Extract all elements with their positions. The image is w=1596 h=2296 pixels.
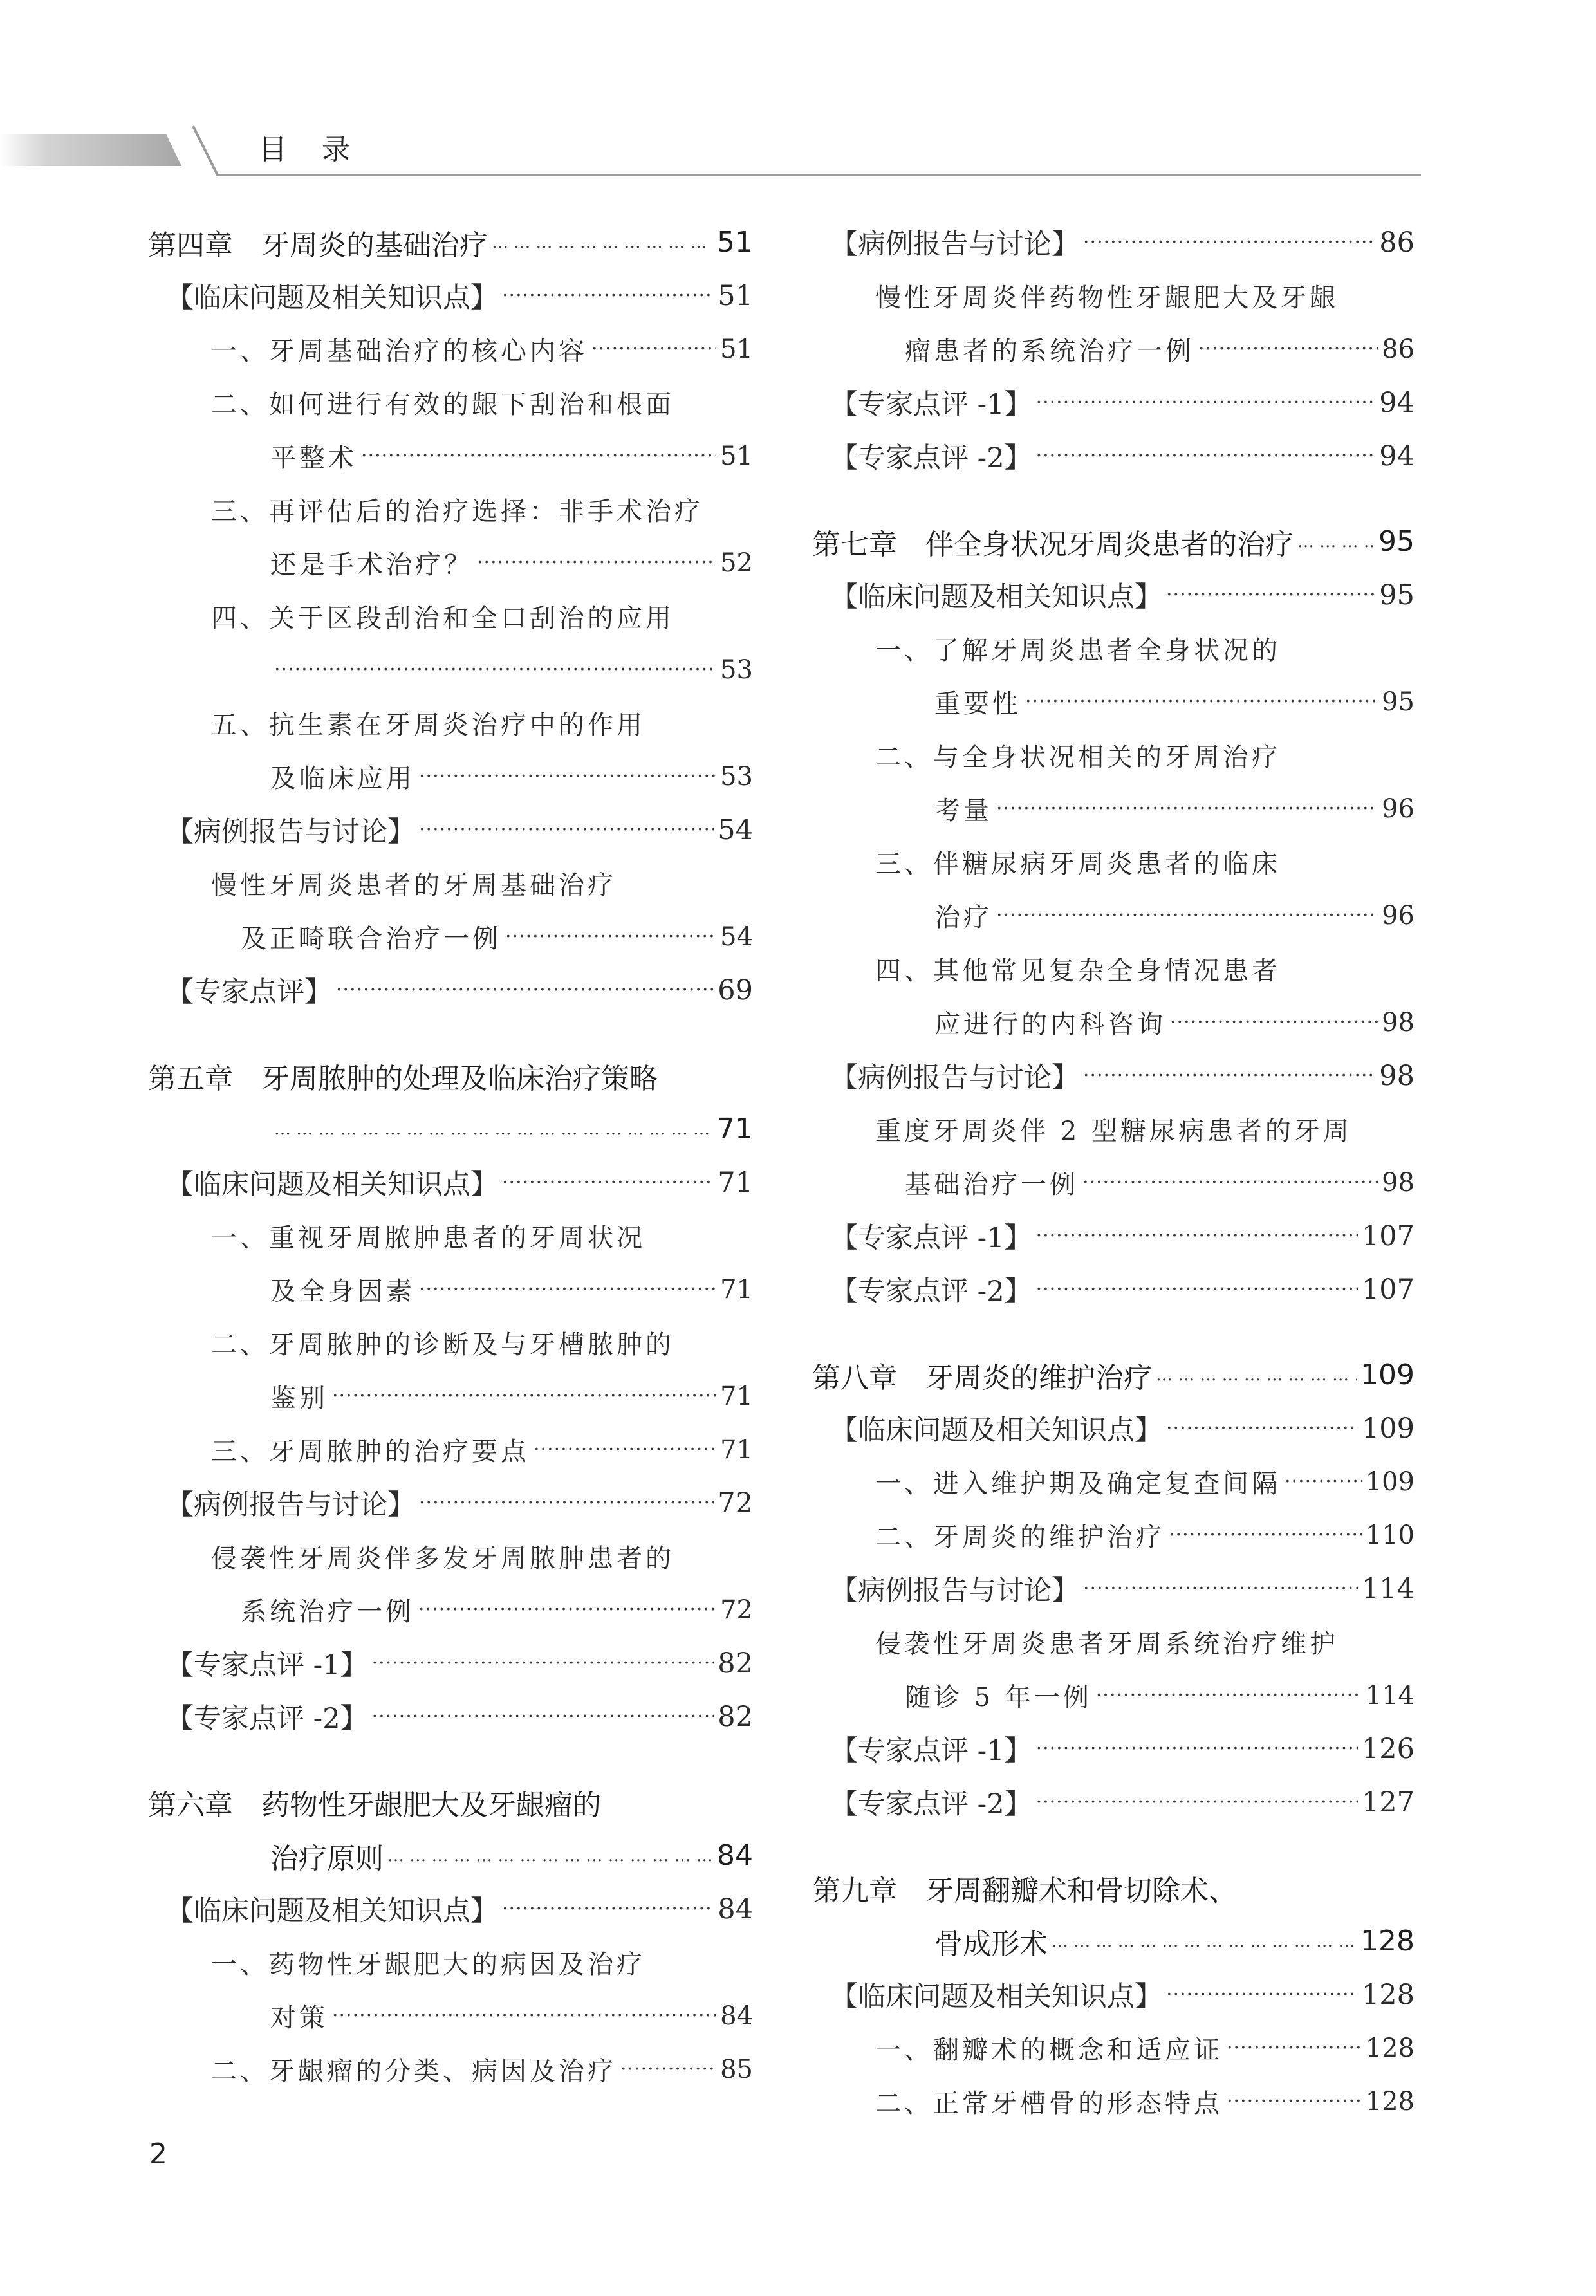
toc-entry-title: 【专家点评 -1】 <box>830 1735 1032 1767</box>
toc-case-cont[interactable] <box>812 322 1415 376</box>
toc-chapter[interactable] <box>812 515 1415 568</box>
toc-entry-title: 三、伴糖尿病牙周炎患者的临床 <box>875 849 1281 879</box>
toc-entry-title: 【专家点评 -1】 <box>830 389 1032 421</box>
toc-page-number: 109 <box>1361 1412 1415 1445</box>
toc-subsection[interactable] <box>812 2075 1415 2128</box>
toc-entry-title: 及全身因素 <box>270 1277 415 1306</box>
toc-entry-title: 及正畸联合治疗一例 <box>241 924 501 954</box>
toc-section[interactable] <box>148 269 753 322</box>
toc-page-number: 128 <box>1365 2086 1415 2116</box>
toc-entry-title: 二、牙龈瘤的分类、病因及治疗 <box>211 2057 617 2086</box>
toc-chapter[interactable] <box>812 1914 1415 1968</box>
toc-page-number: 107 <box>1361 1219 1415 1252</box>
leader-dots <box>620 2057 716 2082</box>
toc-entry-title: 五、抗生素在牙周炎治疗中的作用 <box>211 710 645 740</box>
toc-entry-title: 四、关于区段刮治和全口刮治的应用 <box>211 604 674 633</box>
toc-entry-title: 二、牙周炎的维护治疗 <box>875 1523 1165 1552</box>
toc-section[interactable] <box>148 963 753 1017</box>
toc-section[interactable] <box>812 1263 1415 1316</box>
toc-entry-title: 一、牙周基础治疗的核心内容 <box>211 337 588 366</box>
toc-case[interactable] <box>148 1530 753 1583</box>
toc-entry-title: 三、牙周脓肿的治疗要点 <box>211 1437 530 1467</box>
toc-entry-title: 瘤患者的系统治疗一例 <box>905 337 1194 366</box>
toc-page-number: 84 <box>718 1893 753 1925</box>
toc-page-number: 53 <box>720 654 753 685</box>
leader-dots <box>1156 1362 1357 1388</box>
toc-subsection-cont[interactable] <box>812 889 1415 942</box>
leader-dots <box>419 1277 716 1302</box>
leader-dots <box>332 1384 716 1409</box>
toc-case[interactable] <box>812 1615 1415 1669</box>
toc-case-cont[interactable] <box>812 1156 1415 1209</box>
toc-entry-title: 及临床应用 <box>270 764 415 793</box>
leader-dots <box>274 657 716 683</box>
leader-dots <box>1297 529 1375 555</box>
toc-page-number: 114 <box>1365 1680 1415 1710</box>
toc-case[interactable] <box>148 856 753 910</box>
toc-entry-title: 还是手术治疗？ <box>270 550 473 580</box>
toc-page-number: 127 <box>1361 1786 1415 1819</box>
toc-section[interactable] <box>812 1209 1415 1263</box>
toc-entry-title: 应进行的内科咨询 <box>934 1010 1166 1039</box>
toc-page-number: 82 <box>718 1647 753 1680</box>
leader-dots <box>477 550 716 576</box>
toc-entry-title: 重要性 <box>934 689 1021 719</box>
toc-subsection[interactable] <box>148 376 753 429</box>
toc-page-number: 128 <box>1365 2033 1415 2063</box>
toc-case-cont[interactable] <box>148 1583 753 1636</box>
toc-entry-title: 【病例报告与讨论】 <box>830 1575 1079 1607</box>
toc-page-number: 98 <box>1382 1007 1415 1037</box>
toc-entry-title: 一、了解牙周炎患者全身状况的 <box>875 636 1281 665</box>
toc-chapter[interactable] <box>148 1829 753 1882</box>
toc-page-number: 94 <box>1379 440 1415 472</box>
toc-left-column <box>148 216 753 2096</box>
toc-case[interactable] <box>812 269 1415 322</box>
toc-subsection[interactable] <box>812 622 1415 675</box>
toc-case[interactable] <box>812 1102 1415 1156</box>
toc-subsection-cont[interactable] <box>148 1369 753 1423</box>
leader-dots <box>1170 1010 1378 1035</box>
toc-page-number: 54 <box>718 813 753 846</box>
toc-section[interactable] <box>812 1722 1415 1775</box>
toc-page-number: 86 <box>1379 226 1415 259</box>
toc-page-number: 82 <box>718 1700 753 1733</box>
toc-entry-title: 治疗原则 <box>270 1842 384 1875</box>
leader-dots <box>419 1490 714 1516</box>
leader-dots <box>1036 1277 1358 1302</box>
leader-dots <box>1083 1063 1375 1089</box>
leader-dots <box>502 1896 714 1922</box>
toc-page-number: 95 <box>1379 579 1415 611</box>
leader-dots <box>419 764 716 790</box>
toc-subsection-cont[interactable] <box>812 675 1415 728</box>
toc-subsection[interactable] <box>148 322 753 376</box>
toc-page-number: 98 <box>1379 1059 1415 1092</box>
toc-chapter[interactable] <box>148 216 753 269</box>
toc-section[interactable] <box>148 1476 753 1530</box>
leader-dots <box>1096 1683 1362 1708</box>
toc-entry-title: 平整术 <box>270 443 357 473</box>
toc-case-cont[interactable] <box>812 1669 1415 1722</box>
leader-dots <box>996 903 1378 929</box>
toc-entry-title: 第八章 牙周炎的维护治疗 <box>812 1361 1152 1394</box>
toc-entry-title: 一、进入维护期及确定复查间隔 <box>875 1469 1281 1499</box>
toc-subsection[interactable] <box>812 1508 1415 1562</box>
leader-dots <box>1166 1416 1358 1441</box>
leader-dots <box>1036 1223 1358 1249</box>
toc-page-number: 51 <box>720 441 753 471</box>
toc-entry-title: 二、牙周脓肿的诊断及与牙槽脓肿的 <box>211 1330 674 1360</box>
leader-dots <box>1036 1736 1358 1762</box>
toc-entry-title: 一、重视牙周脓肿患者的牙周状况 <box>211 1223 645 1253</box>
leader-dots <box>372 1651 714 1676</box>
toc-section[interactable] <box>812 568 1415 622</box>
leader-dots <box>1083 230 1375 255</box>
toc-entry-title: 慢性牙周炎患者的牙周基础治疗 <box>211 871 617 900</box>
toc-subsection[interactable] <box>148 1316 753 1369</box>
toc-subsection[interactable] <box>148 2042 753 2096</box>
leader-dots <box>492 230 713 255</box>
leader-dots <box>274 1116 713 1142</box>
toc-entry-title: 【病例报告与讨论】 <box>166 1489 415 1521</box>
leader-dots <box>502 1170 714 1196</box>
toc-subsection[interactable] <box>812 2021 1415 2075</box>
leader-dots <box>372 1704 714 1730</box>
toc-entry-title: 【病例报告与讨论】 <box>830 1062 1079 1094</box>
toc-chapter[interactable] <box>148 1049 753 1102</box>
toc-page-number: 51 <box>717 226 753 259</box>
toc-entry-title: 治疗 <box>934 903 992 932</box>
toc-section[interactable] <box>812 216 1415 269</box>
toc-page-number: 86 <box>1382 334 1415 364</box>
toc-page-number: 96 <box>1382 793 1415 824</box>
toc-page-number: 54 <box>720 921 753 952</box>
leader-dots <box>1036 443 1376 469</box>
toc-section[interactable] <box>812 1562 1415 1615</box>
leader-dots <box>1227 2089 1362 2115</box>
toc-page-number: 95 <box>1378 525 1415 558</box>
leader-dots <box>332 2003 716 2029</box>
toc-chapter[interactable] <box>148 1775 753 1829</box>
toc-page-number: 71 <box>720 1381 753 1411</box>
toc-subsection-cont[interactable] <box>148 1989 753 2042</box>
toc-subsection-cont[interactable] <box>148 429 753 483</box>
toc-page-number: 128 <box>1360 1925 1415 1958</box>
leader-dots <box>418 1597 716 1623</box>
toc-subsection-cont[interactable] <box>148 1263 753 1316</box>
leader-dots <box>1285 1469 1362 1495</box>
leader-dots <box>502 283 714 309</box>
toc-entry-title: 第五章 牙周脓肿的处理及临床治疗策略 <box>148 1062 658 1095</box>
toc-section[interactable] <box>812 1402 1415 1455</box>
toc-page-number: 85 <box>720 2054 753 2084</box>
toc-entry-title: 侵袭性牙周炎患者牙周系统治疗维护 <box>875 1629 1339 1659</box>
toc-page-number: 128 <box>1361 1978 1415 2011</box>
toc-chapter[interactable] <box>812 1861 1415 1914</box>
toc-page-number: 71 <box>717 1113 753 1145</box>
toc-entry-title: 三、再评估后的治疗选择：非手术治疗 <box>211 497 703 526</box>
toc-subsection[interactable] <box>148 696 753 750</box>
toc-entry-title: 骨成形术 <box>934 1927 1048 1961</box>
toc-subsection[interactable] <box>812 942 1415 995</box>
toc-entry-title: 对策 <box>270 2003 328 2033</box>
toc-entry-title: 【病例报告与讨论】 <box>166 816 415 848</box>
leader-dots <box>1227 2035 1362 2061</box>
toc-entry-title: 侵袭性牙周炎伴多发牙周脓肿患者的 <box>211 1544 674 1573</box>
toc-page-number: 109 <box>1360 1358 1415 1391</box>
toc-entry-title: 考量 <box>934 796 992 826</box>
toc-entry-title: 【专家点评 -2】 <box>166 1703 368 1735</box>
toc-page-number: 51 <box>720 334 753 364</box>
toc-page-number: 71 <box>718 1166 753 1199</box>
toc-entry-title: 【临床问题及相关知识点】 <box>830 1414 1162 1447</box>
toc-page-number: 71 <box>720 1434 753 1465</box>
leader-dots <box>1036 390 1376 416</box>
leader-dots <box>419 817 714 843</box>
leader-dots <box>387 1843 713 1869</box>
toc-entry-title: 二、与全身状况相关的牙周治疗 <box>875 743 1281 772</box>
toc-subsection[interactable] <box>148 1423 753 1476</box>
toc-entry-title: 二、如何进行有效的龈下刮治和根面 <box>211 390 674 420</box>
toc-subsection-cont[interactable] <box>812 782 1415 835</box>
toc-subsection[interactable] <box>148 589 753 643</box>
toc-page-number: 126 <box>1361 1732 1415 1765</box>
toc-page-number: 72 <box>718 1486 753 1519</box>
toc-entry-title: 【临床问题及相关知识点】 <box>166 282 498 314</box>
page-header <box>0 0 1596 193</box>
page-title: 目 录 <box>259 133 363 166</box>
toc-entry-title: 【临床问题及相关知识点】 <box>166 1895 498 1927</box>
toc-subsection[interactable] <box>148 483 753 536</box>
page-number: 2 <box>149 2138 167 2171</box>
toc-entry-title: 【专家点评 -2】 <box>830 442 1032 474</box>
toc-entry-title: 第六章 药物性牙龈肥大及牙龈瘤的 <box>148 1788 601 1822</box>
leader-dots <box>996 796 1378 822</box>
toc-entry-title: 二、正常牙槽骨的形态特点 <box>875 2089 1223 2118</box>
leader-dots <box>1025 689 1378 715</box>
toc-subsection-cont[interactable] <box>148 643 753 696</box>
toc-page-number: 109 <box>1365 1467 1415 1497</box>
leader-dots <box>1169 1523 1362 1548</box>
toc-section[interactable] <box>812 1049 1415 1102</box>
leader-dots <box>1082 1170 1378 1196</box>
toc-subsection-cont[interactable] <box>148 536 753 589</box>
leader-dots <box>1166 1982 1358 2008</box>
toc-entry-title: 【临床问题及相关知识点】 <box>830 1981 1162 2013</box>
toc-entry-title: 鉴别 <box>270 1384 328 1413</box>
leader-dots <box>1036 1790 1358 1815</box>
toc-page-number: 96 <box>1382 900 1415 930</box>
leader-dots <box>591 337 716 362</box>
toc-subsection-cont[interactable] <box>148 750 753 803</box>
leader-dots <box>505 924 716 950</box>
toc-page-number: 94 <box>1379 386 1415 419</box>
toc-entry-title: 基础治疗一例 <box>905 1170 1079 1199</box>
toc-entry-title: 慢性牙周炎伴药物性牙龈肥大及牙龈 <box>875 283 1339 313</box>
toc-subsection[interactable] <box>148 1936 753 1989</box>
toc-section[interactable] <box>148 1690 753 1743</box>
toc-subsection[interactable] <box>148 1209 753 1263</box>
toc-entry-title: 系统治疗一例 <box>241 1597 414 1627</box>
toc-section[interactable] <box>812 376 1415 429</box>
toc-section[interactable] <box>148 1882 753 1936</box>
toc-entry-title: 【临床问题及相关知识点】 <box>166 1169 498 1201</box>
toc-entry-title: 【病例报告与讨论】 <box>830 228 1079 261</box>
toc-right-column <box>812 216 1415 2128</box>
toc-entry-title: 第四章 牙周炎的基础治疗 <box>148 228 488 262</box>
toc-entry-title: 一、药物性牙龈肥大的病因及治疗 <box>211 1950 645 1979</box>
toc-page-number: 53 <box>720 761 753 792</box>
toc-page-number: 71 <box>720 1274 753 1304</box>
toc-page-number: 72 <box>720 1595 753 1625</box>
toc-entry-title: 【专家点评 -2】 <box>830 1788 1032 1820</box>
toc-entry-title: 【专家点评 -1】 <box>830 1222 1032 1254</box>
toc-subsection[interactable] <box>812 835 1415 889</box>
toc-entry-title: 一、翻瓣术的概念和适应证 <box>875 2035 1223 2065</box>
toc-section[interactable] <box>148 803 753 856</box>
toc-subsection[interactable] <box>812 728 1415 782</box>
toc-chapter[interactable] <box>812 1348 1415 1402</box>
toc-entry-title: 【专家点评 -1】 <box>166 1649 368 1681</box>
leader-dots <box>1198 337 1378 362</box>
leader-dots <box>1166 582 1375 608</box>
toc-page-number: 114 <box>1361 1572 1415 1605</box>
leader-dots <box>361 443 716 469</box>
toc-entry-title: 【专家点评】 <box>166 976 332 1008</box>
leader-dots <box>1052 1929 1357 1954</box>
toc-page-number: 98 <box>1382 1167 1415 1198</box>
toc-entry-title: 随诊 5 年一例 <box>905 1683 1092 1712</box>
toc-entry-title: 重度牙周炎伴 2 型糖尿病患者的牙周 <box>875 1116 1352 1146</box>
toc-entry-title: 四、其他常见复杂全身情况患者 <box>875 956 1281 986</box>
toc-page-number: 84 <box>720 2001 753 2031</box>
toc-entry-title: 【临床问题及相关知识点】 <box>830 581 1162 613</box>
toc-page-number: 110 <box>1365 1520 1415 1550</box>
toc-page-number: 69 <box>718 974 753 1006</box>
toc-subsection[interactable] <box>812 1455 1415 1508</box>
leader-dots <box>336 977 714 1003</box>
toc-page-number: 95 <box>1382 687 1415 717</box>
leader-dots <box>534 1437 716 1463</box>
toc-case-cont[interactable] <box>148 910 753 963</box>
toc-page-number: 51 <box>718 279 753 312</box>
toc-entry-title: 第九章 牙周翻瓣术和骨切除术、 <box>812 1874 1237 1907</box>
toc-entry-title: 第七章 伴全身状况牙周炎患者的治疗 <box>812 528 1294 561</box>
toc-section[interactable] <box>812 429 1415 483</box>
toc-chapter[interactable] <box>148 1102 753 1156</box>
toc-page-number: 107 <box>1361 1273 1415 1306</box>
toc-entry-title: 【专家点评 -2】 <box>830 1275 1032 1308</box>
toc-section[interactable] <box>812 1968 1415 2021</box>
toc-section[interactable] <box>148 1636 753 1690</box>
toc-section[interactable] <box>148 1156 753 1209</box>
toc-subsection-cont[interactable] <box>812 995 1415 1049</box>
toc-section[interactable] <box>812 1775 1415 1829</box>
toc-page-number: 52 <box>720 548 753 578</box>
header-tab-graphic <box>0 0 1596 193</box>
toc-page-number: 84 <box>717 1839 753 1872</box>
leader-dots <box>1083 1576 1358 1602</box>
